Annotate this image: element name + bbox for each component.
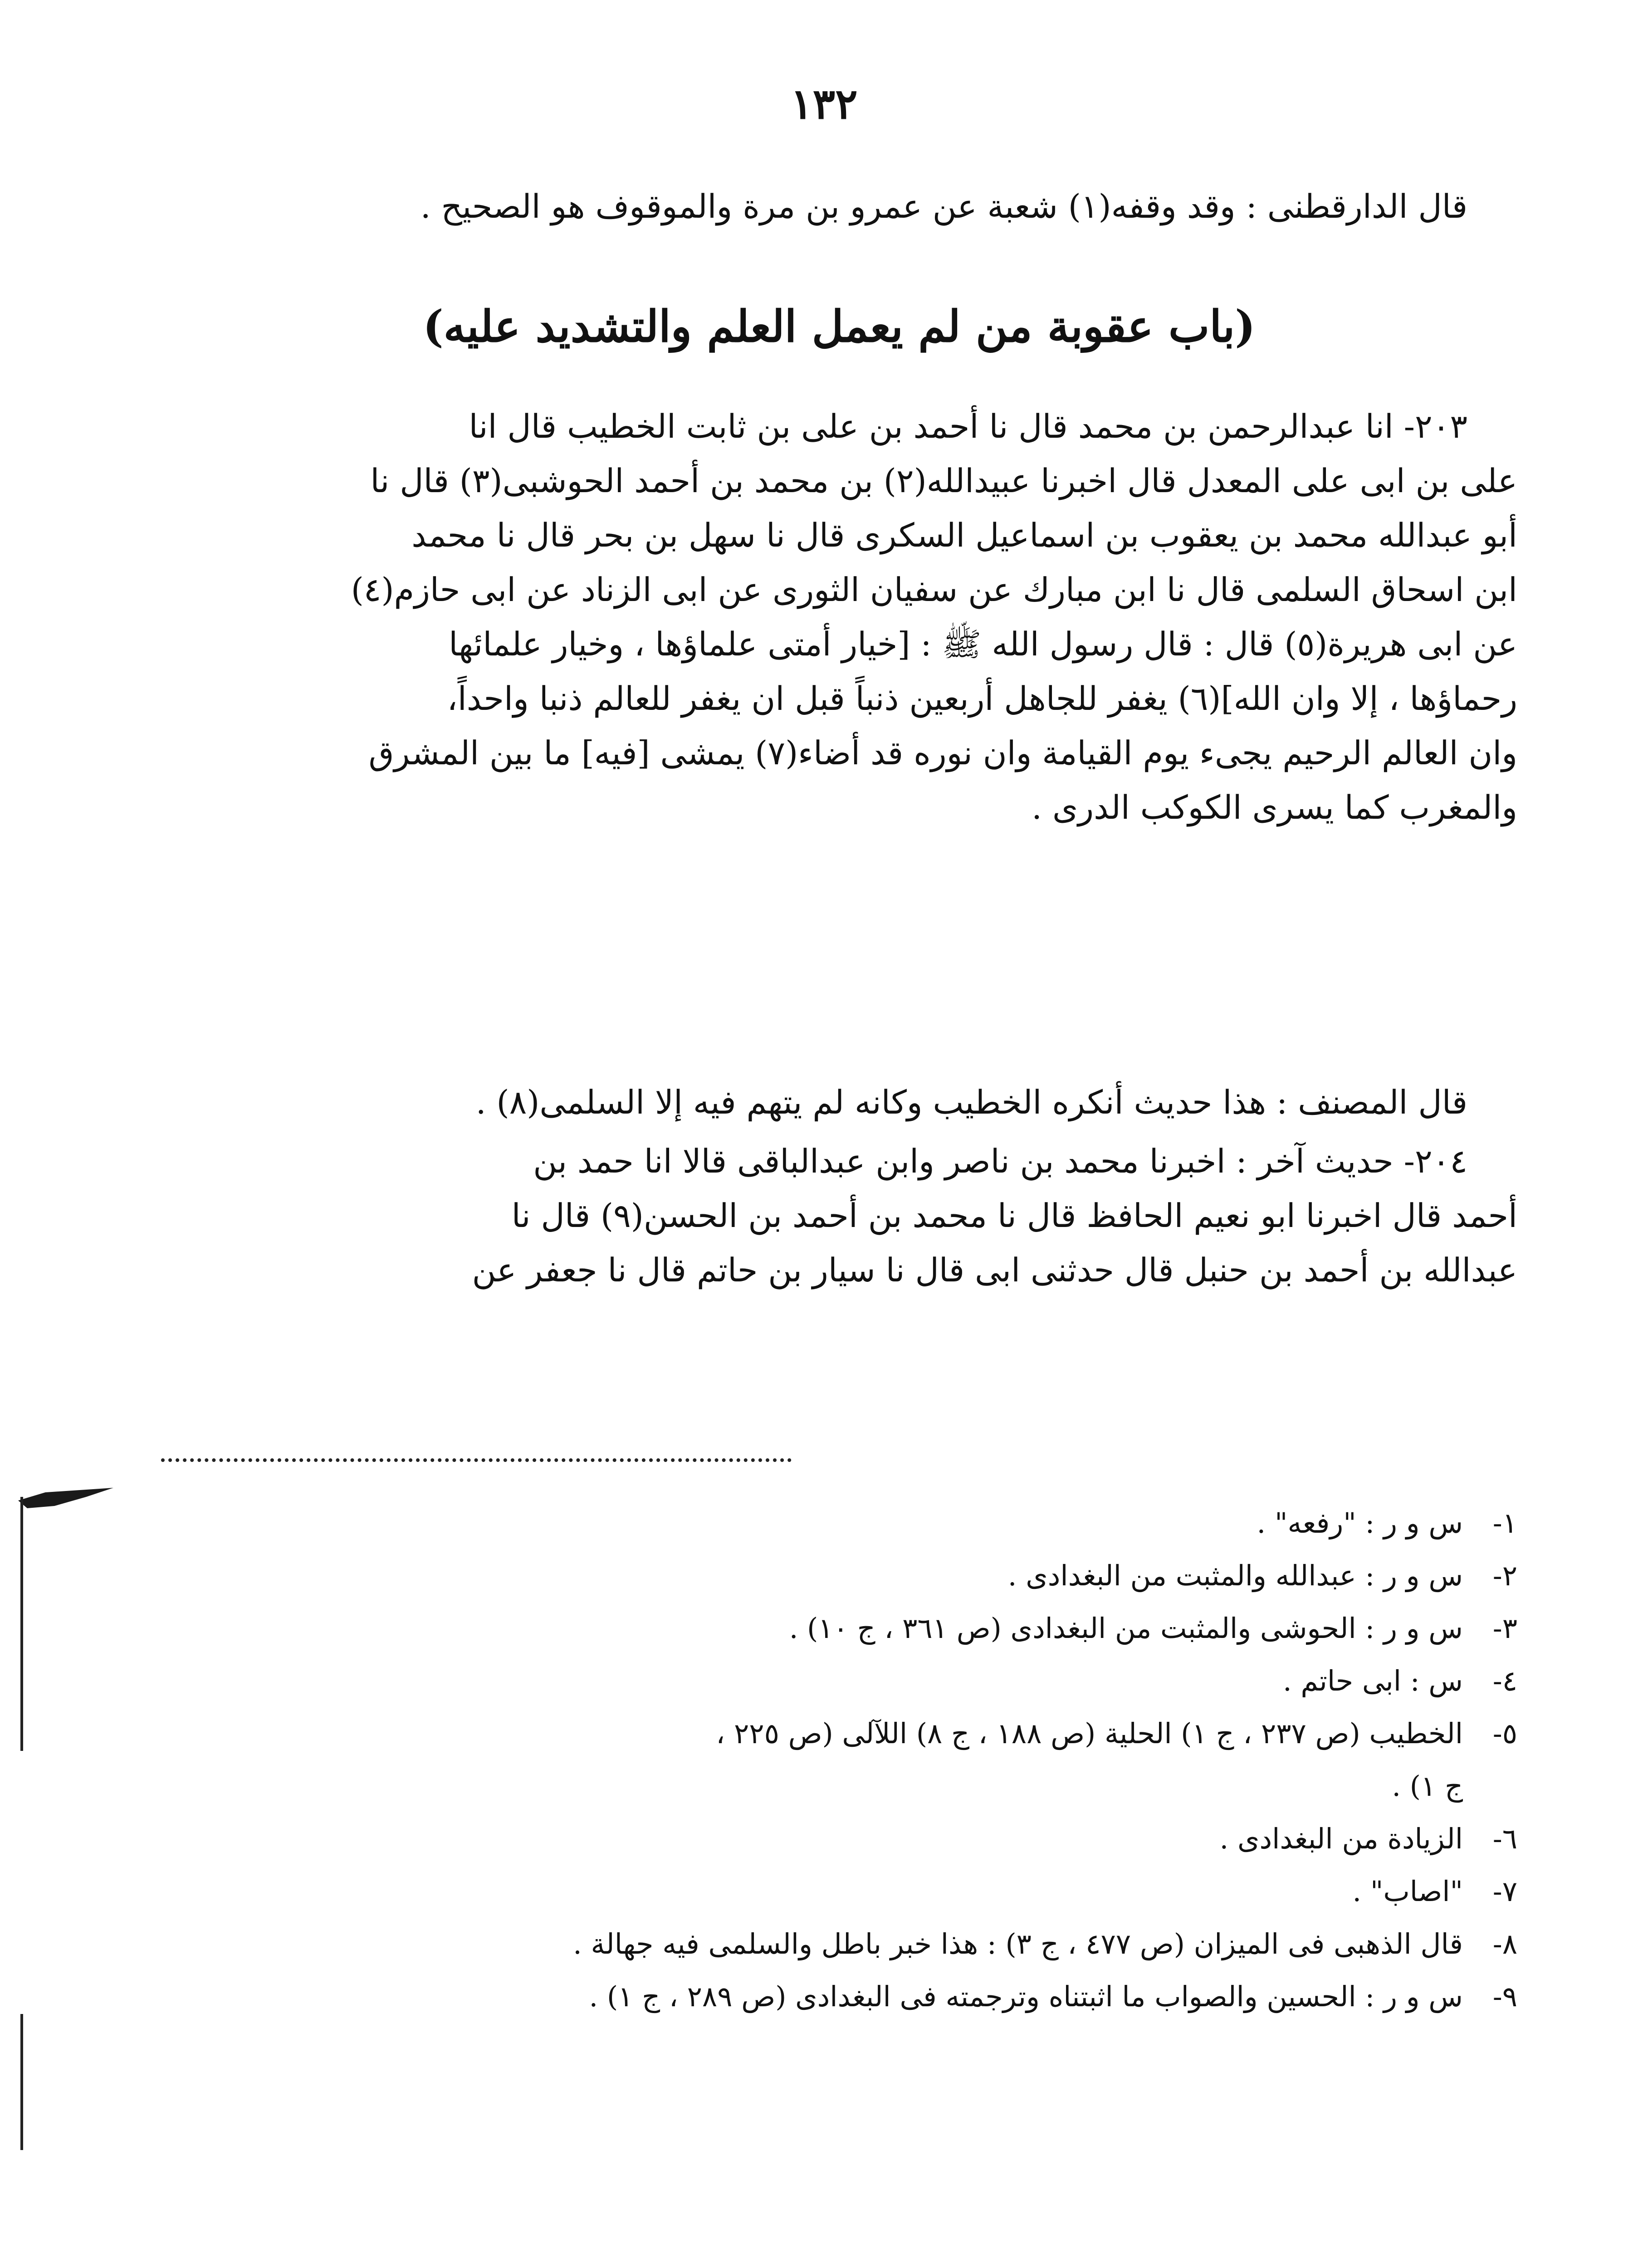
hadith-line: عن ابى هريرة(٥) قال : قال رسول الله ﷺ : [خيار أمتى علماؤها ، وخيار علمائها: [449, 625, 1517, 663]
footnote-number: ٨-: [1492, 1927, 1517, 1960]
footnote-number: ٣-: [1492, 1612, 1517, 1645]
hadith-line: ٢٠٤- حديث آخر : اخبرنا محمد بن ناصر وابن عبدالباقى قالا انا حمد بن: [533, 1142, 1467, 1180]
footnote-item: [161, 1813, 1517, 1865]
footnote-text: س و ر : الحسين والصواب ما اثبتناه وترجمته فى البغدادى (ص ٢٨٩ ، ج ١) .: [589, 1980, 1463, 2013]
footnote-item: [161, 1707, 1517, 1760]
footnote-number: ٩-: [1492, 1980, 1517, 2013]
footnote-text: الخطيب (ص ٢٣٧ ، ج ١) الحلية (ص ١٨٨ ، ج ٨) اللآلى (ص ٢٢٥ ،: [716, 1717, 1463, 1750]
footnote-item: [161, 1602, 1517, 1655]
author-note-line: قال المصنف : هذا حديث أنكره الخطيب وكانه لم يتهم فيه إلا السلمى(٨) .: [475, 1083, 1467, 1121]
footnote-text: س و ر : عبدالله والمثبت من البغدادى .: [1007, 1559, 1463, 1592]
footnote-text: س : ابى حاتم .: [1282, 1664, 1463, 1697]
hadith-204-paragraph: [161, 1134, 1517, 1297]
hadith-line: وان العالم الرحيم يجىء يوم القيامة وان نوره قد أضاء(٧) يمشى [فيه] ما بين المشرق: [368, 734, 1517, 772]
intro-line: قال الدارقطنى : وقد وقفه(١) شعبة عن عمرو بن مرة والموقوف هو الصحيح .: [420, 187, 1467, 225]
footnote-text: "اصاب" .: [1352, 1875, 1463, 1908]
hadith-line: ٢٠٣- انا عبدالرحمن بن محمد قال نا أحمد بن على بن ثابت الخطيب قال انا: [469, 407, 1467, 445]
hadith-line: أحمد قال اخبرنا ابو نعيم الحافظ قال نا محمد بن أحمد بن الحسن(٩) قال نا: [511, 1197, 1517, 1235]
hadith-line: ابن اسحاق السلمى قال نا ابن مبارك عن سفيان الثورى عن ابى الزناد عن ابى حازم(٤): [351, 571, 1517, 609]
footnote-number: ٤-: [1492, 1664, 1517, 1697]
footnote-text: قال الذهبى فى الميزان (ص ٤٧٧ ، ج ٣) : هذا خبر باطل والسلمى فيه جهالة .: [573, 1927, 1463, 1960]
footnote-text: س و ر : "رفعه" .: [1257, 1506, 1463, 1540]
page-number: ١٣٢: [790, 79, 858, 128]
footnote-divider: [161, 1458, 792, 1462]
intro-paragraph: [161, 179, 1517, 234]
footnote-number: ٧-: [1492, 1875, 1517, 1908]
hadith-line: عبدالله بن أحمد بن حنبل قال حدثنى ابى قال نا سيار بن حاتم قال نا جعفر عن: [472, 1251, 1517, 1289]
hadith-line: والمغرب كما يسرى الكوكب الدرى .: [1032, 788, 1517, 826]
footnote-item: [161, 1497, 1517, 1549]
footnote-item: [161, 1655, 1517, 1707]
hadith-203-paragraph: [161, 399, 1517, 835]
footnotes-list: [161, 1497, 1517, 2023]
footnote-item: [161, 1549, 1517, 1602]
scan-artifact-line: [20, 2014, 23, 2150]
hadith-line: رحماؤها ، إلا وان الله](٦) يغفر للجاهل أربعين ذنباً قبل ان يغفر للعالم ذنبا واحداً،: [447, 679, 1517, 718]
footnote-number: ٦-: [1492, 1822, 1517, 1855]
footnote-number: ٥-: [1492, 1717, 1517, 1750]
scan-artifact-mark: [18, 1488, 113, 1510]
footnote-item: [161, 1970, 1517, 2023]
footnote-continuation: ج ١) .: [1392, 1769, 1463, 1803]
hadith-line: على بن ابى على المعدل قال اخبرنا عبيدالله(٢) بن محمد بن أحمد الحوشبى(٣) قال نا: [370, 462, 1517, 500]
chapter-heading: (باب عقوبة من لم يعمل العلم والتشديد عليه): [423, 301, 1256, 352]
author-note-paragraph: [161, 1075, 1517, 1129]
footnote-text: س و ر : الحوشى والمثبت من البغدادى (ص ٣٦١ ، ج ١٠) .: [789, 1612, 1463, 1645]
footnote-item: [161, 1865, 1517, 1918]
footnote-number: ٢-: [1492, 1559, 1517, 1592]
footnote-number: ١-: [1492, 1506, 1517, 1540]
footnote-text: الزيادة من البغدادى .: [1219, 1822, 1463, 1855]
scan-artifact-line: [20, 1497, 23, 1751]
hadith-line: أبو عبدالله محمد بن يعقوب بن اسماعيل السكرى قال نا سهل بن بحر قال نا محمد: [411, 516, 1517, 554]
footnote-item: [161, 1918, 1517, 1970]
